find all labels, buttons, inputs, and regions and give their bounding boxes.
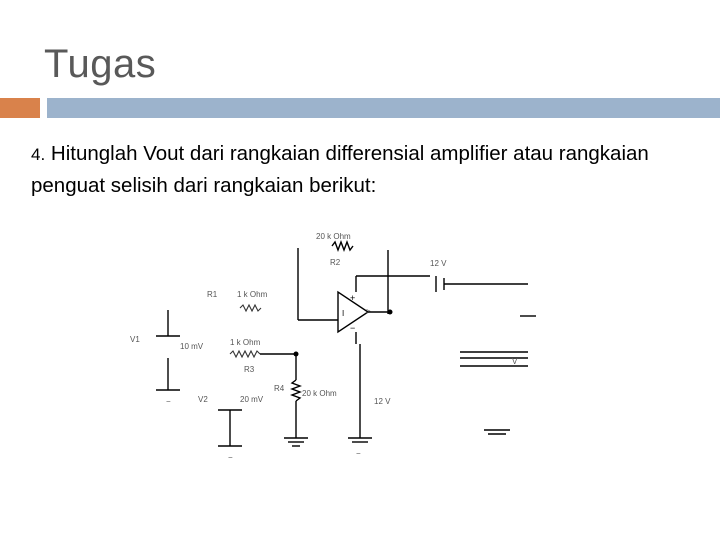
question-body: Hitunglah Vout dari rangkaian differensial amplifier atau rangkaian penguat selisih dari rangkaian berikut: [31,142,649,197]
question-number: 4. [31,145,46,164]
r3-label: R3 [244,365,255,374]
vcc-neg-value: 12 V [374,397,391,406]
r2-label: R2 [330,258,341,267]
output-node [388,310,393,315]
r4-resistor [292,380,300,401]
r1-value: 1 k Ohm [237,290,268,299]
v2-label: V2 [198,395,208,404]
vcc-pos-value: 12 V [430,259,447,268]
vout-label: V [512,357,518,366]
r3-value: 1 k Ohm [230,338,261,347]
v1-value: 10 mV [180,342,204,351]
opamp-plus: + [350,293,356,303]
opamp-label: I [342,309,345,318]
r3-resistor [230,351,260,357]
v1-label: V1 [130,335,140,344]
slide-title: Tugas [44,42,157,86]
r2-value: 20 k Ohm [316,232,351,241]
v1-minus: − [166,397,171,406]
r1-resistor [240,305,261,311]
v2-value: 20 mV [240,395,264,404]
opamp-minus: − [350,323,356,333]
v2-minus: − [228,453,233,462]
r2-resistor [332,242,353,250]
opamp-out-mark: > [366,307,371,316]
r4-label: R4 [274,384,285,393]
neg-minus: − [356,449,361,458]
r1-label: R1 [207,290,218,299]
r4-value: 20 k Ohm [302,389,337,398]
